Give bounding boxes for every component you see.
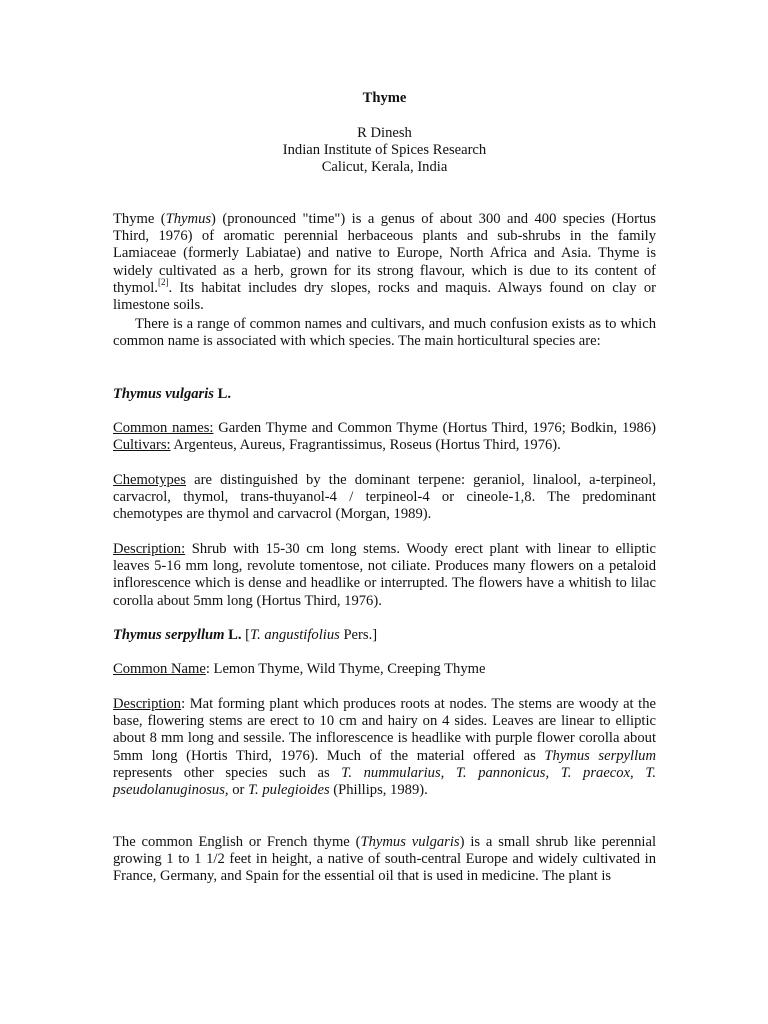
text-run: : Lemon Thyme, Wild Thyme, Creeping Thyme bbox=[205, 661, 486, 677]
reference-marker: [2] bbox=[158, 276, 169, 287]
species-name: T. pulegioides bbox=[248, 782, 330, 799]
document-title: Thyme bbox=[362, 90, 407, 106]
serpyllum-description bbox=[113, 696, 656, 799]
species-author: L. bbox=[224, 627, 242, 643]
text-run: (Phillips, 1989). bbox=[329, 782, 428, 799]
author-location: Calicut, Kerala, India bbox=[321, 159, 448, 176]
text-run: Argenteus, Aureus, Fragrantissimus, Roseus (Hortus Third, 1976). bbox=[170, 437, 561, 454]
description-label: Description bbox=[113, 696, 182, 712]
species-name: Thymus serpyllum bbox=[113, 627, 225, 643]
common-name-label: Common Name bbox=[113, 661, 206, 677]
author-block bbox=[113, 125, 656, 177]
text-run: . Its habitat includes dry slopes, rocks and maquis. Always found on clay or limestone soils. bbox=[113, 279, 656, 314]
synonym-name: T. angustifolius bbox=[250, 627, 340, 643]
text-run: Shrub with 15-30 cm long stems. Woody erect plant with linear to elliptic leaves 5-16 mm long, revolute tomentose, not ciliate. Produces many flowers on a petaloid inflorescence which is dense and headlike or interrupted. The flowers have a whitish to lilac corolla about 5mm long (Hortus Third, 1976). bbox=[113, 541, 656, 609]
chemotypes-label: Chemotypes bbox=[113, 472, 186, 488]
intro-paragraph-2: There is a range of common names and cultivars, and much confusion exists as to which common name is associated with which species. The main horticultural species are: bbox=[113, 316, 656, 350]
text-run: or bbox=[228, 782, 249, 799]
description-label: Description: bbox=[113, 541, 186, 557]
text-run: : Mat forming plant which produces roots at nodes. The stems are woody at the base, flowering stems are erect to 10 cm and hairy on 4 sides. Leaves are linear to elliptic about 8 mm long and sessile. The inflorescence is headlike with purple flower corolla about 5mm long (Hortis Third, 1976). Much of the material offered as bbox=[113, 696, 656, 764]
author-name: R Dinesh bbox=[357, 125, 412, 141]
text-run: ) is a small shrub like perennial growing 1 to 1 1/2 feet in height, a native of south-central Europe and widely cultivated in France, Germany, and Spain for the essential oil that is used in medicine. The plant is bbox=[113, 834, 657, 885]
common-names-label: Common names: bbox=[113, 420, 214, 436]
vulgaris-description bbox=[113, 541, 656, 610]
text-run: Garden Thyme and Common Thyme (Hortus Third, 1976; Bodkin, 1986) bbox=[213, 420, 656, 436]
species-name: Thymus serpyllum bbox=[544, 747, 656, 764]
vulgaris-chemotypes bbox=[113, 472, 656, 524]
cultivars-label: Cultivars: bbox=[113, 437, 171, 454]
text-run: The common English or French thyme ( bbox=[113, 834, 361, 850]
intro-paragraph-1 bbox=[113, 211, 656, 314]
text-run: are distinguished by the dominant terpene: geraniol, linalool, a-terpineol, carvacrol, thymol, trans-thuyanol-4 / terpineol-4 or cineole-1,8. The predominant chemotypes are thymol and carvacrol (Morgan, 1989). bbox=[113, 472, 656, 523]
author-institute: Indian Institute of Spices Research bbox=[282, 142, 487, 159]
species-author: L. bbox=[213, 386, 231, 402]
text-run: Thyme ( bbox=[113, 211, 166, 227]
text-run: Pers.] bbox=[339, 627, 378, 643]
text-run: [ bbox=[241, 627, 251, 643]
genus-name: Thymus bbox=[165, 211, 212, 227]
species-name: Thymus vulgaris bbox=[113, 386, 214, 402]
species-heading-serpyllum bbox=[113, 627, 656, 644]
species-name: Thymus vulgaris bbox=[360, 834, 460, 850]
species-heading-vulgaris bbox=[113, 386, 656, 403]
text-run: represents other species such as bbox=[113, 764, 342, 781]
vulgaris-common-names bbox=[113, 420, 656, 454]
document-page bbox=[113, 0, 656, 1024]
serpyllum-common-name bbox=[113, 661, 656, 678]
species-name: T. nummularius, T. pannonicus, T. praecox, T. pseudolanuginosus, bbox=[113, 764, 657, 799]
closing-paragraph bbox=[113, 834, 656, 886]
text-run: ) (pronounced "time") is a genus of about 300 and 400 species (Hortus Third, 1976) of aromatic perennial herbaceous plants and sub-shrubs in the family Lamiaceae (formerly Labiatae) and native to Europe, North Africa and Asia. Thyme is widely cultivated as a herb, grown for its strong flavour, which is due to its content of thymol. bbox=[113, 211, 656, 296]
